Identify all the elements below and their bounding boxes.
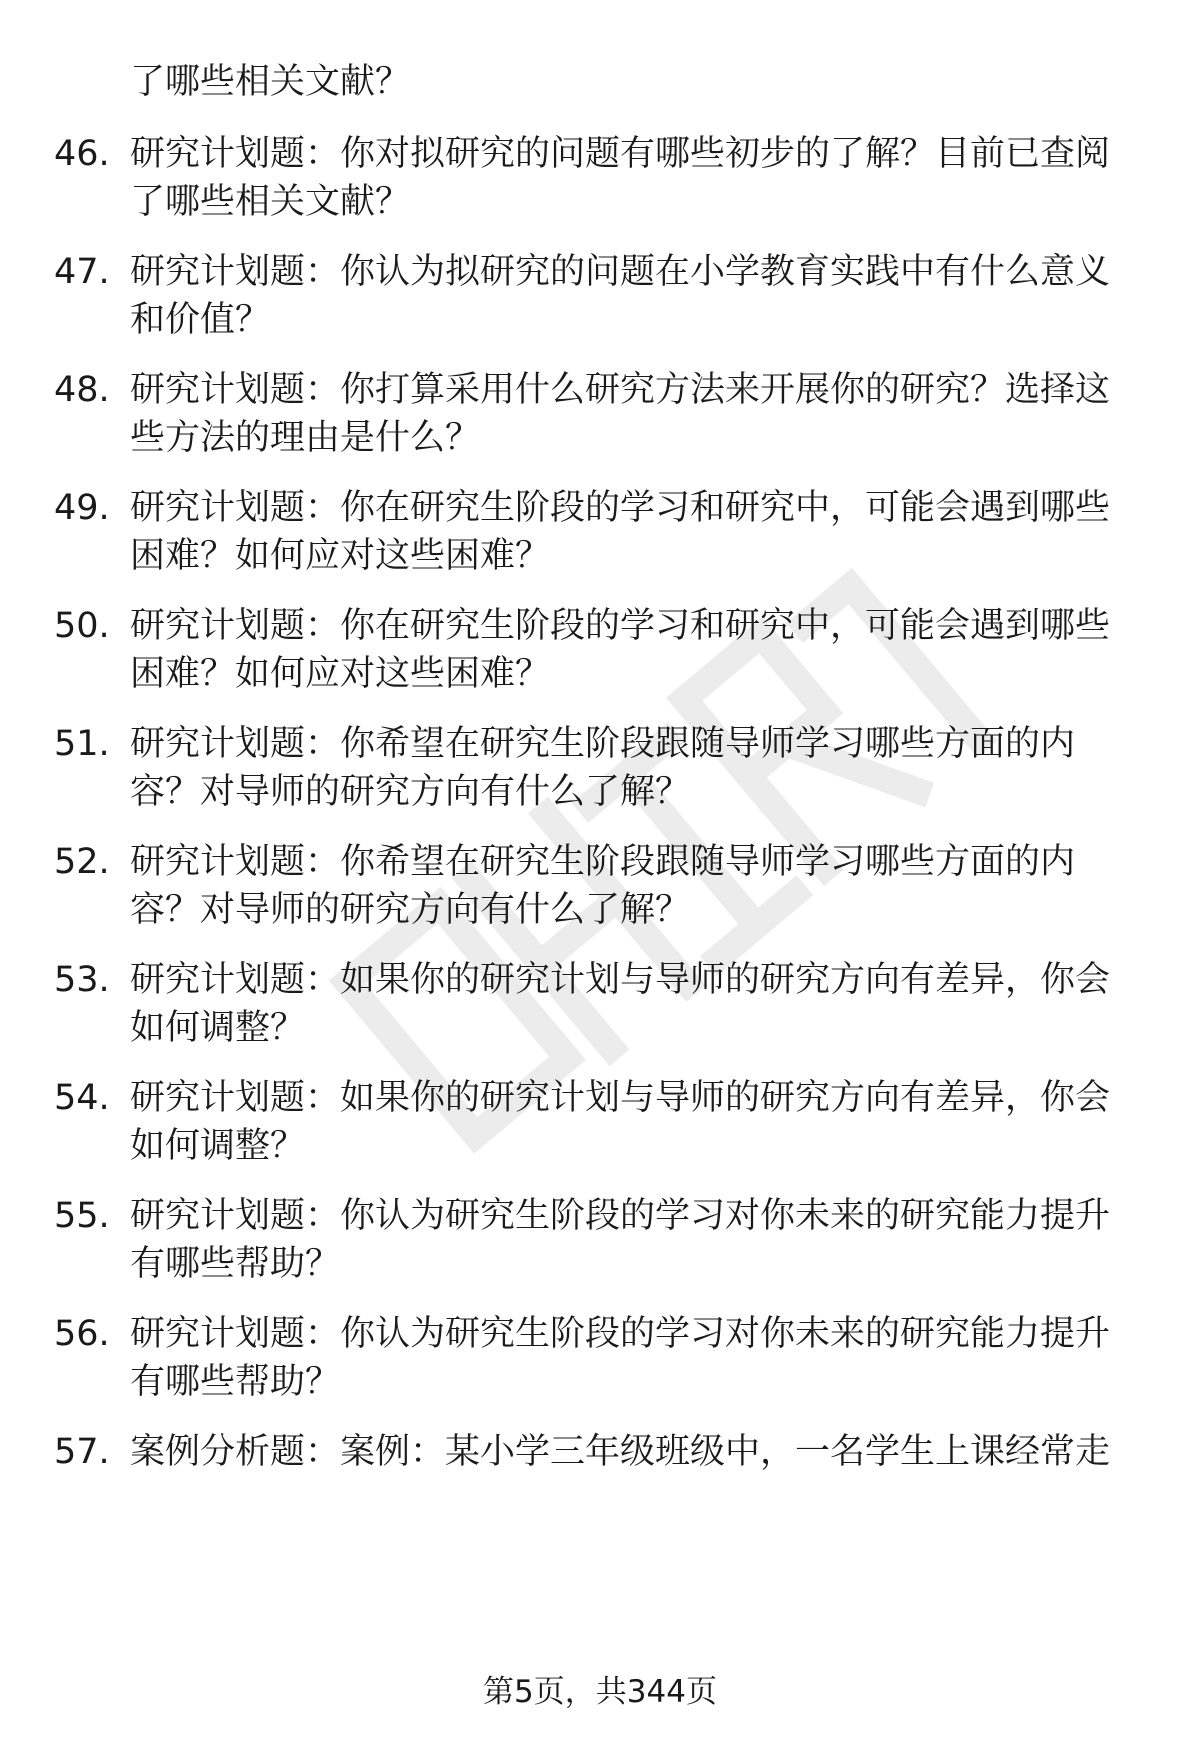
item-text xyxy=(130,1192,1140,1288)
item-text xyxy=(130,720,1140,816)
item-text xyxy=(130,838,1140,934)
item-text-line: 案例分析题：案例：某小学三年级班级中，一名学生上课经常走 xyxy=(130,1432,1111,1472)
item-text xyxy=(130,130,1140,226)
item-text-line: 有哪些帮助？ xyxy=(130,1244,341,1284)
item-number: 55. xyxy=(54,1196,110,1236)
item-number: 47. xyxy=(54,252,110,292)
item-text-line: 如何调整？ xyxy=(130,1126,306,1166)
item-text-line: 困难？如何应对这些困难？ xyxy=(130,536,551,576)
item-number: 49. xyxy=(54,488,110,528)
item-text-line: 容？对导师的研究方向有什么了解？ xyxy=(130,772,691,812)
item-number: 52. xyxy=(54,842,110,882)
item-text xyxy=(130,248,1140,344)
item-text-line: 如何调整？ xyxy=(130,1008,306,1048)
item-text-line: 研究计划题：如果你的研究计划与导师的研究方向有差异，你会 xyxy=(130,1078,1111,1118)
item-number: 48. xyxy=(54,370,110,410)
continuation-line: 了哪些相关文献？ xyxy=(130,62,411,102)
item-number: 46. xyxy=(54,134,110,174)
item-text xyxy=(130,484,1140,580)
page-footer: 第5页，共344页 xyxy=(483,1674,717,1710)
item-text-line: 研究计划题：你希望在研究生阶段跟随导师学习哪些方面的内 xyxy=(130,842,1076,882)
item-text-line: 些方法的理由是什么？ xyxy=(130,418,481,458)
item-text-line: 研究计划题：你认为研究生阶段的学习对你未来的研究能力提升 xyxy=(130,1314,1111,1354)
item-text-line: 研究计划题：你认为拟研究的问题在小学教育实践中有什么意义 xyxy=(130,252,1111,292)
item-text-line: 和价值？ xyxy=(130,300,271,340)
item-text-line: 研究计划题：你认为研究生阶段的学习对你未来的研究能力提升 xyxy=(130,1196,1111,1236)
item-text-line: 容？对导师的研究方向有什么了解？ xyxy=(130,890,691,930)
item-text xyxy=(130,956,1140,1052)
item-text-line: 有哪些帮助？ xyxy=(130,1362,341,1402)
item-text-line: 困难？如何应对这些困难？ xyxy=(130,654,551,694)
item-number: 57. xyxy=(54,1432,110,1472)
item-text-line: 研究计划题：你打算采用什么研究方法来开展你的研究？选择这 xyxy=(130,370,1111,410)
item-text xyxy=(130,1428,1140,1476)
item-text xyxy=(130,366,1140,462)
item-number: 56. xyxy=(54,1314,110,1354)
item-number: 53. xyxy=(54,960,110,1000)
item-text xyxy=(130,1310,1140,1406)
item-number: 51. xyxy=(54,724,110,764)
item-text-line: 研究计划题：你在研究生阶段的学习和研究中，可能会遇到哪些 xyxy=(130,488,1111,528)
item-text-line: 研究计划题：如果你的研究计划与导师的研究方向有差异，你会 xyxy=(130,960,1111,1000)
item-text-line: 了哪些相关文献？ xyxy=(130,182,411,222)
item-text-line: 研究计划题：你对拟研究的问题有哪些初步的了解？目前已查阅 xyxy=(130,134,1111,174)
item-text xyxy=(130,1074,1140,1170)
item-text-line: 研究计划题：你在研究生阶段的学习和研究中，可能会遇到哪些 xyxy=(130,606,1111,646)
item-text-line: 研究计划题：你希望在研究生阶段跟随导师学习哪些方面的内 xyxy=(130,724,1076,764)
item-number: 54. xyxy=(54,1078,110,1118)
item-text xyxy=(130,602,1140,698)
item-number: 50. xyxy=(54,606,110,646)
